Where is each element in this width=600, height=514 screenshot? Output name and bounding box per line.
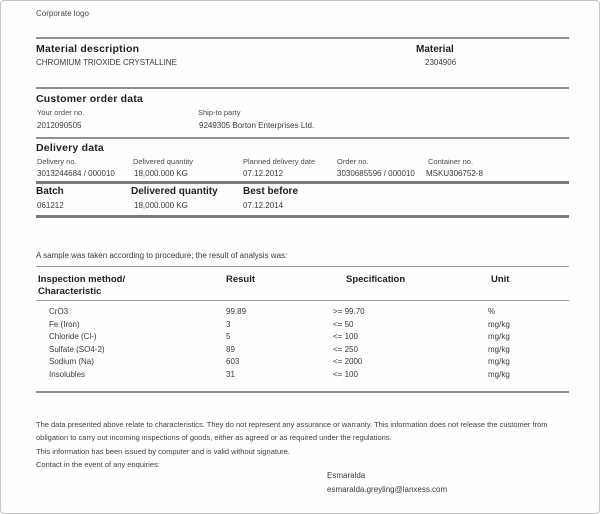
delivery-no-label: Delivery no. [37,157,77,166]
batch-number: 061212 [37,201,64,210]
specification-cell: <= 100 [333,332,358,342]
corporate-logo: Corporate logo [36,9,89,18]
analysis-table-row [1,370,599,383]
section-divider [36,181,569,184]
batch-delivered-quantity-label: Delivered quantity [131,186,218,197]
analysis-table-row [1,357,599,370]
disclaimer-line-1: The data presented above relate to characteristics. They do not represent any assurance or warranty. This information does not release the customer from [36,420,548,429]
section-divider [36,137,569,139]
specification-cell: <= 50 [333,319,354,329]
material-number: 2304906 [425,58,457,67]
col-header-specification: Specification [346,274,406,285]
analysis-table-row [1,345,599,358]
batch-delivered-quantity-value: 18,000.000 KG [134,201,188,210]
analysis-intro-text: A sample was taken according to procedure; the result of analysis was: [36,251,288,260]
specification-cell: <= 100 [333,369,358,379]
planned-delivery-date-value: 07.12.2012 [243,169,284,178]
section-divider [36,37,569,39]
specification-cell: <= 2000 [333,357,363,367]
unit-cell: mg/kg [488,332,510,342]
specification-cell: <= 250 [333,344,358,354]
result-cell: 3 [226,319,231,329]
material-description-title: Material description [36,43,140,55]
container-no-label: Container no. [428,157,474,166]
table-bottom-border [36,391,569,393]
characteristic-cell: Sulfate (SO4-2) [49,344,105,354]
analysis-table-row [1,320,599,333]
unit-cell: % [488,307,496,316]
order-no-label: Order no. [337,157,369,166]
delivered-quantity-value: 18,000.000 KG [134,169,188,178]
unit-cell: mg/kg [488,357,510,367]
delivery-data-title: Delivery data [36,142,104,154]
specification-cell: >= 99.70 [333,307,365,316]
analysis-table-row [1,307,599,320]
col-header-characteristic: Characteristic [38,286,102,297]
unit-cell: mg/kg [488,369,510,379]
disclaimer-line-2: obligation to carry out incoming inspections of goods, either as agreed or as required under the regulations. [36,433,392,442]
delivery-no-value: 3013244684 / 000010 [37,169,115,178]
table-top-border [36,266,569,267]
customer-order-title: Customer order data [36,93,144,105]
result-cell: 31 [226,369,235,379]
col-header-inspection-method: Inspection method/ [38,274,126,285]
col-header-unit: Unit [491,274,510,285]
container-no-value: MSKU306752-8 [426,169,483,178]
unit-cell: mg/kg [488,319,510,329]
computer-issued-notice: This information has been issued by computer and is valid without signature. [36,447,290,456]
your-order-no-label: Your order no. [37,108,85,117]
col-header-result: Result [226,274,256,285]
batch-label: Batch [36,186,64,197]
order-no-value: 3030685596 / 000010 [337,169,415,178]
result-cell: 603 [226,357,240,367]
result-cell: 89 [226,344,235,354]
characteristic-cell: CrO3 [49,307,69,316]
ship-to-party-label: Ship-to party [198,108,241,117]
result-cell: 99.89 [226,307,247,316]
characteristic-cell: Insolubles [49,369,86,379]
ship-to-party-value: 9249305 Borton Enterprises Ltd. [199,121,315,130]
section-divider [36,215,569,218]
analysis-table-row [1,332,599,345]
unit-cell: mg/kg [488,344,510,354]
best-before-value: 07.12.2014 [243,201,284,210]
your-order-no-value: 2012090505 [37,121,82,130]
contact-name: Esmaralda [327,471,366,480]
contact-email: esmaralda.greyling@lanxess.com [327,485,448,494]
analysis-table-body [1,307,599,383]
section-divider [36,87,569,89]
delivered-quantity-label: Delivered quantity [133,157,194,166]
contact-prompt: Contact in the event of any enquiries: [36,460,160,469]
table-header-border [36,300,569,301]
characteristic-cell: Fe (Iron) [49,319,80,329]
material-description-value: CHROMIUM TRIOXIDE CRYSTALLINE [36,58,177,67]
planned-delivery-date-label: Planned delivery date [243,157,316,166]
material-label: Material [416,44,454,55]
characteristic-cell: Sodium (Na) [49,357,94,367]
characteristic-cell: Chloride (Cl-) [49,332,97,342]
best-before-label: Best before [243,186,299,197]
result-cell: 5 [226,332,231,342]
